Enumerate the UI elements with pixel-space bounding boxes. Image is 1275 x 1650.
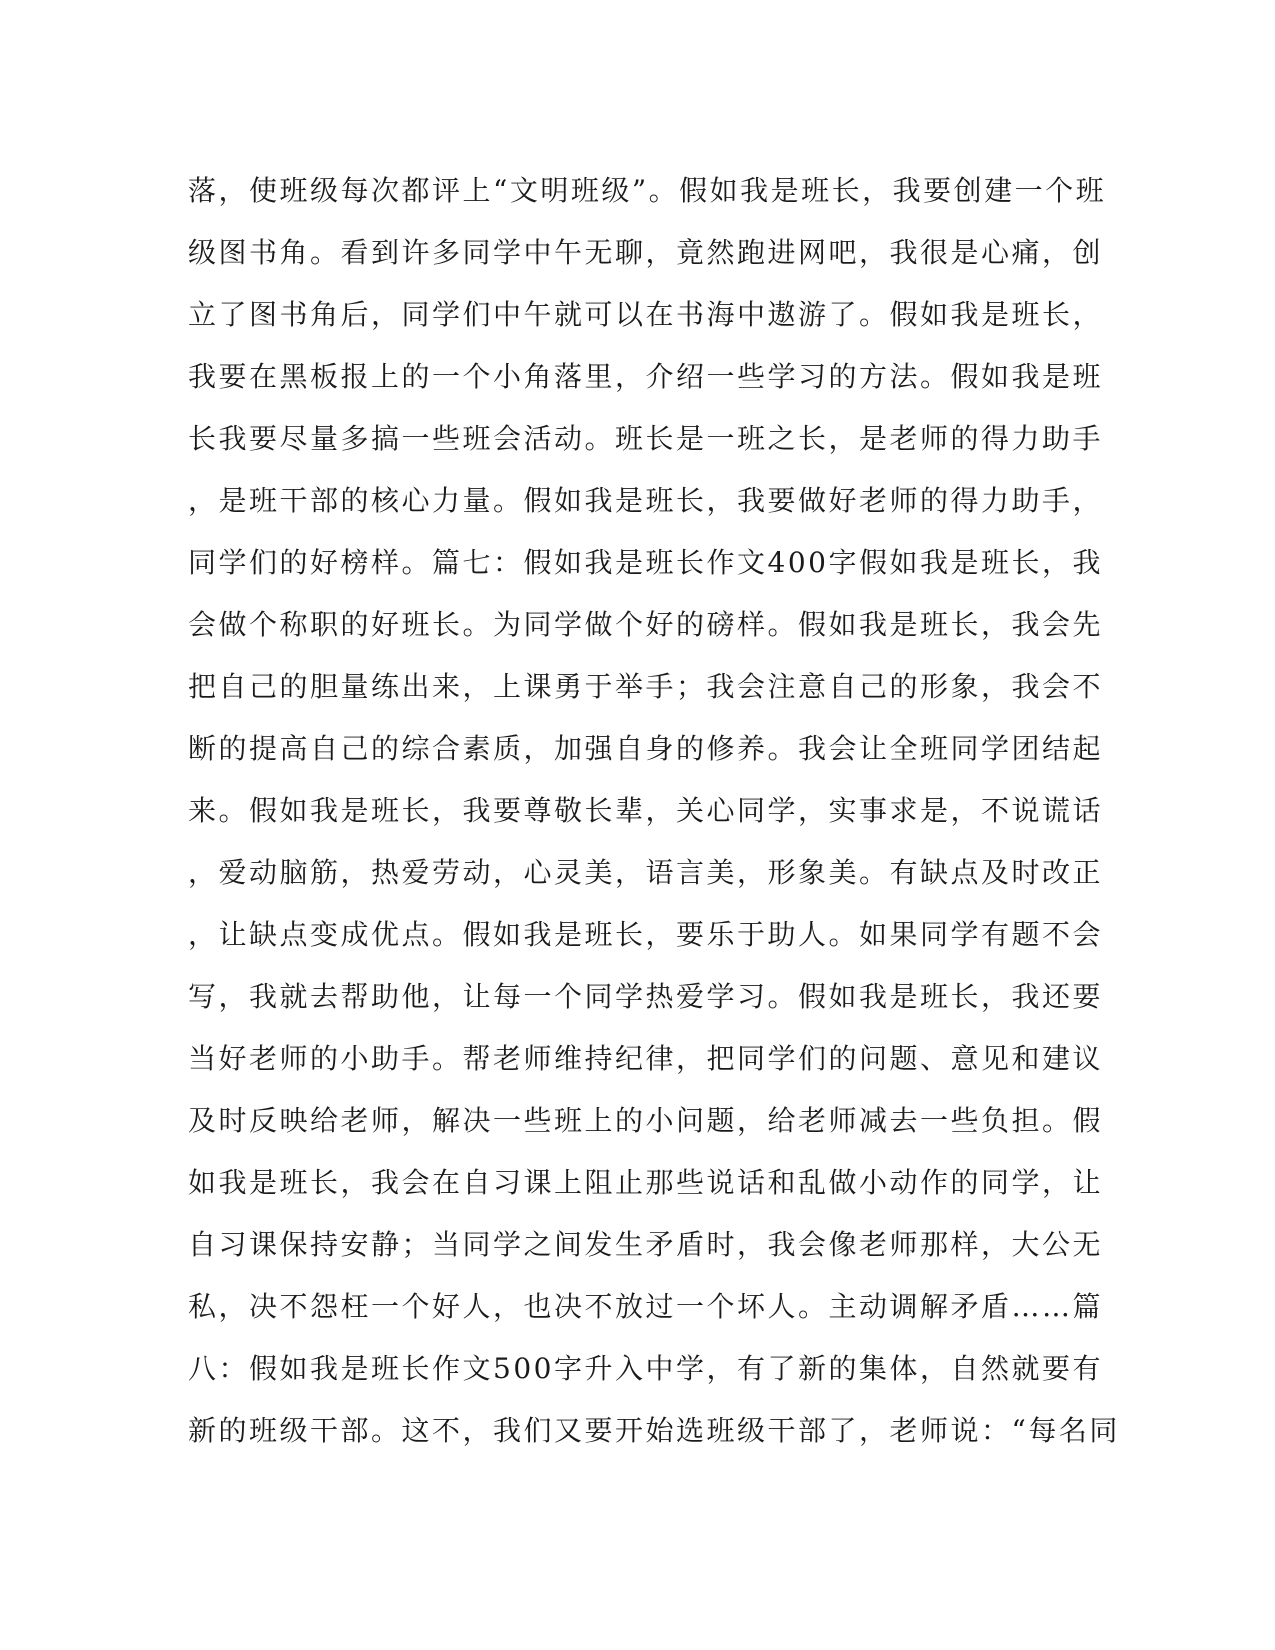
text-line: 长我要尽量多搞一些班会活动。班长是一班之长，是老师的得力助手 [188, 422, 1104, 455]
text-line: 会做个称职的好班长。为同学做个好的磅样。假如我是班长，我会先 [188, 608, 1104, 641]
text-line: 当好老师的小助手。帮老师维持纪律，把同学们的问题、意见和建议 [188, 1042, 1104, 1075]
text-line: 写，我就去帮助他，让每一个同学热爱学习。假如我是班长，我还要 [188, 980, 1104, 1013]
text-line: 自习课保持安静；当同学之间发生矛盾时，我会像老师那样，大公无 [188, 1228, 1104, 1261]
text-line: ，爱动脑筋，热爱劳动，心灵美，语言美，形象美。有缺点及时改正 [188, 856, 1104, 889]
text-line: 把自己的胆量练出来，上课勇于举手；我会注意自己的形象，我会不 [188, 670, 1104, 703]
body-text [188, 160, 1120, 1462]
text-line: 及时反映给老师，解决一些班上的小问题，给老师减去一些负担。假 [188, 1104, 1104, 1137]
text-line: 如我是班长，我会在自习课上阻止那些说话和乱做小动作的同学，让 [188, 1166, 1104, 1199]
text-line: 新的班级干部。这不，我们又要开始选班级干部了，老师说：“每名同 [188, 1414, 1120, 1447]
text-line: 断的提高自己的综合素质，加强自身的修养。我会让全班同学团结起 [188, 732, 1104, 765]
text-line: 来。假如我是班长，我要尊敬长辈，关心同学，实事求是，不说谎话 [188, 794, 1104, 827]
text-line: 同学们的好榜样。篇七：假如我是班长作文400字假如我是班长，我 [188, 546, 1103, 579]
text-line: 私，决不怨枉一个好人，也决不放过一个坏人。主动调解矛盾……篇 [188, 1290, 1104, 1323]
text-line: ，是班干部的核心力量。假如我是班长，我要做好老师的得力助手， [188, 484, 1104, 517]
text-line: 落，使班级每次都评上“文明班级”。假如我是班长，我要创建一个班 [188, 174, 1107, 207]
text-line: 我要在黑板报上的一个小角落里，介绍一些学习的方法。假如我是班 [188, 360, 1104, 393]
text-line: ，让缺点变成优点。假如我是班长，要乐于助人。如果同学有题不会 [188, 918, 1104, 951]
text-line: 八：假如我是班长作文500字升入中学，有了新的集体，自然就要有 [188, 1352, 1103, 1385]
text-line: 级图书角。看到许多同学中午无聊，竟然跑进网吧，我很是心痛，创 [188, 236, 1104, 269]
text-line: 立了图书角后，同学们中午就可以在书海中遨游了。假如我是班长， [188, 298, 1104, 331]
